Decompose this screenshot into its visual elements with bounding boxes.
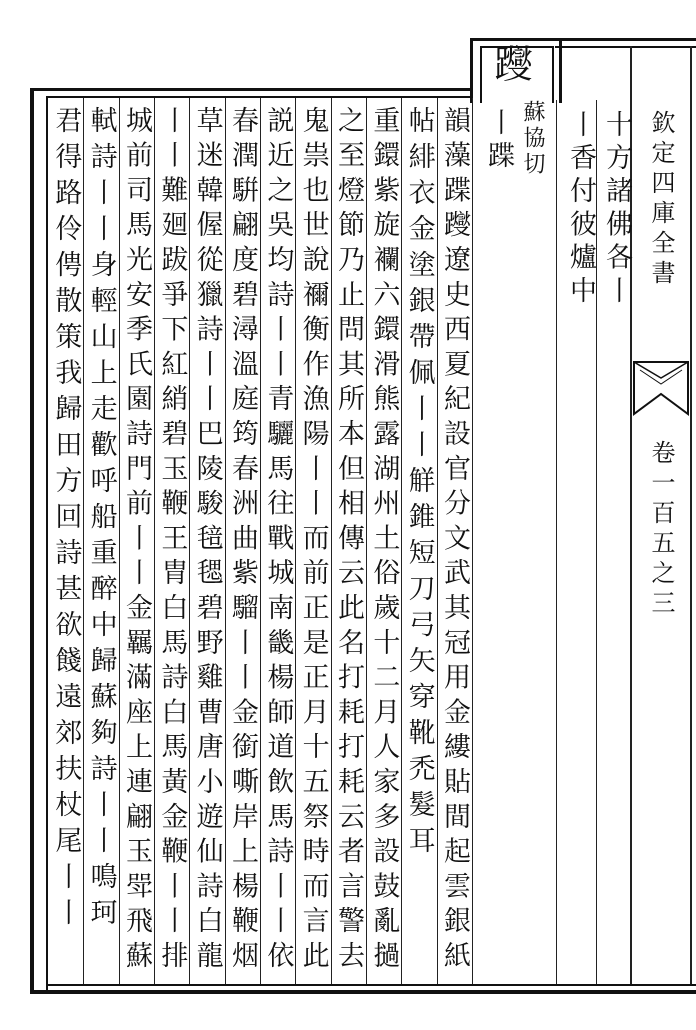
text-column-3: 重鐶紫旋襴六鐶滑熊露湖州土俗歲十二月人家多設鼓亂撾	[368, 106, 400, 976]
text-column-10: 城前司馬光安季氏園詩門前丨丨金羈滿座上連翩玉斝飛蘇	[120, 106, 152, 976]
text-column-2: 帖緋衣金塗銀帶佩丨丨觧錐短刀弓矢穿靴禿髮耳	[403, 106, 435, 862]
text-column-1: 韻藻蹀躞遼史西夏紀設官分文武其冠用金縷貼間起雲銀紙	[438, 106, 470, 976]
column-rule	[225, 98, 226, 984]
text-column-5: 鬼祟也世說禰衡作漁陽丨丨而前正是正月十五祭時而言此	[297, 106, 329, 976]
text-column-upper-2: 丨香付彼爐中	[565, 110, 596, 310]
frame-border-top-inner	[46, 96, 472, 98]
text-column-12: 君得路伶俜散策我歸田方回詩甚欲餞遠郊扶杖尾丨丨	[50, 106, 82, 934]
top-rule-outer	[555, 38, 696, 41]
headword-pronunciation: 蘇協切	[520, 100, 545, 178]
book-title: 欽定四庫全書	[647, 110, 675, 290]
text-column-7: 春潤騈翩度碧潯溫庭筠春洲曲紫騮丨丨金銜嘶岸上楊鞭烟	[226, 106, 258, 976]
text-column-upper-1: 丨蹀	[483, 108, 514, 175]
text-column-8: 草迷韓偓從獵詩丨丨巴陵駿毰毸碧野雞曹唐小遊仙詩白龍	[191, 106, 223, 976]
headword-character: 躞	[488, 44, 532, 86]
text-column-6: 説近之吳均詩丨丨青驪馬往戰城南畿楊師道飲馬詩丨丨依	[262, 106, 294, 976]
text-column-9: 丨丨難廻跋爭下紅綃碧玉鞭王胄白馬詩白馬黃金鞭丨丨排	[156, 106, 188, 976]
frame-border-bottom-inner	[46, 984, 696, 986]
margin-rule-right	[690, 46, 692, 984]
frame-border-top	[30, 88, 470, 91]
text-column-upper-3: 十方諸佛各丨	[601, 110, 632, 310]
column-rule	[331, 98, 332, 984]
frame-border-left	[30, 88, 34, 994]
column-rule	[366, 98, 367, 984]
fishtail-ornament-icon	[632, 358, 690, 418]
column-rule	[472, 98, 473, 984]
volume-label: 卷一百五之三	[647, 440, 675, 620]
column-rule	[260, 98, 261, 984]
column-rule	[596, 100, 597, 984]
top-rule-inner	[555, 46, 696, 48]
column-rule	[119, 98, 120, 984]
column-rule	[437, 98, 438, 984]
column-rule	[154, 98, 155, 984]
text-column-4: 之至燈節乃止問其所本但相傳云此名打耗打耗云者言警去	[332, 106, 364, 976]
frame-border-bottom	[30, 990, 696, 994]
column-rule	[556, 100, 557, 984]
text-column-11: 軾詩丨丨身輕山上走歡呼船重醉中歸蘇夠詩丨丨鳴珂	[85, 106, 117, 934]
